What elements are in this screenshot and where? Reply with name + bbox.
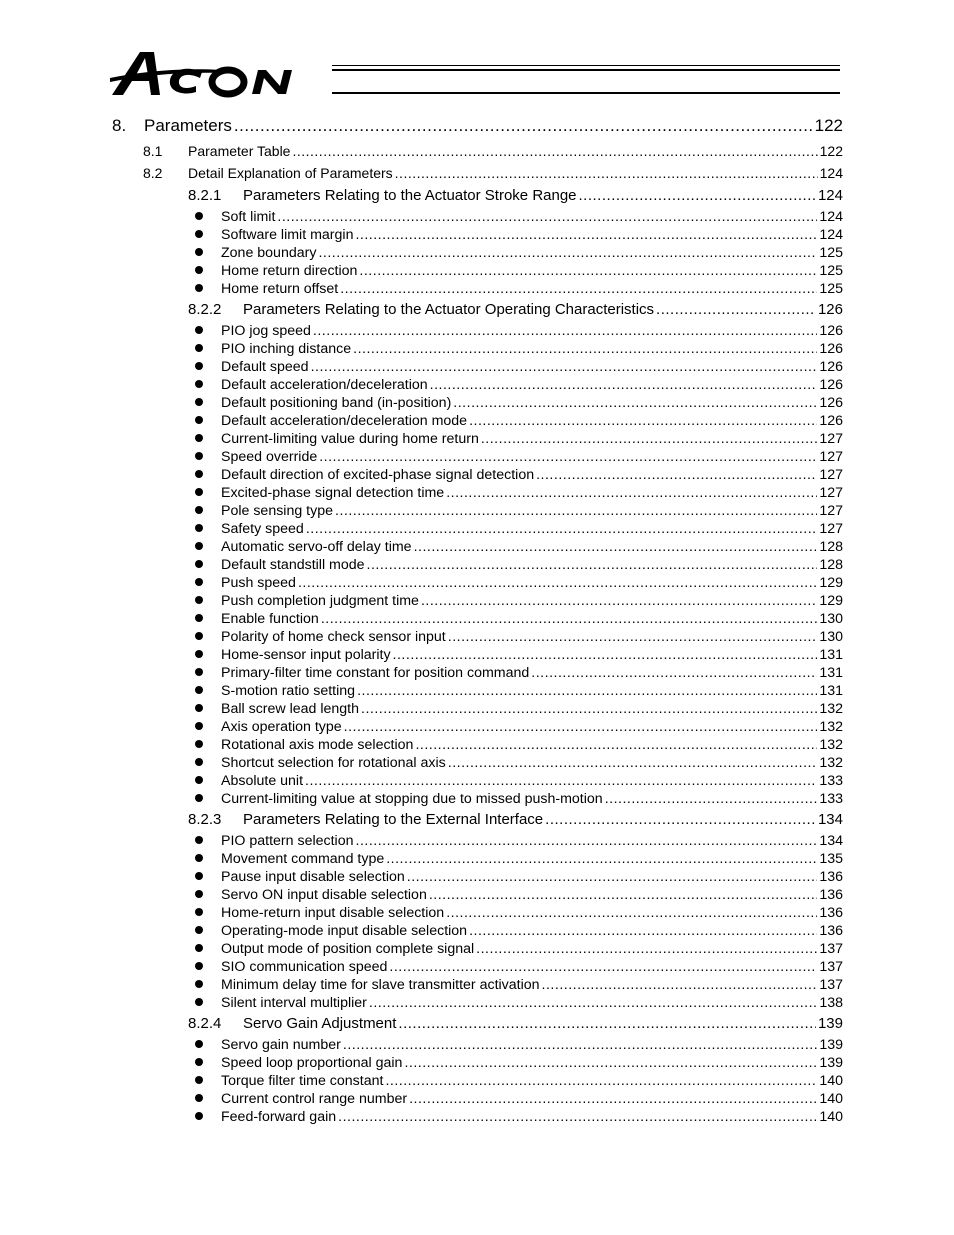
toc-entry-page: 139 (819, 1055, 843, 1071)
toc-entry-title: Push speed (221, 575, 296, 591)
dot-leader (421, 592, 817, 610)
toc-entry-number: 8.2 (143, 165, 163, 181)
toc-entry-title: Safety speed (221, 521, 304, 537)
toc-entry[interactable] (112, 808, 843, 832)
bullet-icon (195, 470, 203, 478)
toc-entry-title: Servo ON input disable selection (221, 887, 427, 903)
dot-leader (429, 886, 817, 904)
dot-leader (318, 244, 817, 262)
toc-entry-page: 127 (819, 467, 843, 483)
toc-entry-page: 139 (819, 1037, 843, 1053)
toc-entry-page: 133 (819, 773, 843, 789)
header-rule-thin (332, 65, 840, 66)
bullet-icon (195, 398, 203, 406)
toc-entry-page: 129 (819, 593, 843, 609)
toc-entry-page: 135 (819, 851, 843, 867)
bullet-icon (195, 740, 203, 748)
toc-entry-number: 8.1 (143, 143, 163, 159)
toc-entry-title: Parameters Relating to the Actuator Operating Characteristics (243, 301, 655, 318)
bullet-icon (195, 962, 203, 970)
bullet-icon (195, 284, 203, 292)
bullet-icon (195, 230, 203, 238)
toc-entry-page: 127 (819, 431, 843, 447)
toc-entry[interactable] (112, 1108, 843, 1126)
toc-entry[interactable] (112, 520, 843, 538)
toc-entry-page: 130 (819, 629, 843, 645)
toc-entry-title: PIO inching distance (221, 341, 352, 357)
toc-entry-page: 124 (817, 187, 843, 204)
toc-entry-title: Software limit margin (221, 227, 354, 243)
dot-leader (469, 412, 817, 430)
toc-entry-page: 126 (819, 323, 843, 339)
toc-entry[interactable] (112, 280, 843, 298)
toc-entry-title: Parameters Relating to the Actuator Stroke Range (243, 187, 577, 204)
toc-entry[interactable] (112, 298, 843, 322)
toc-entry-page: 125 (819, 281, 843, 297)
toc-entry-page: 130 (819, 611, 843, 627)
toc-entry-title: PIO pattern selection (221, 833, 354, 849)
bullet-icon (195, 596, 203, 604)
toc-entry-title: Home-return input disable selection (221, 905, 445, 921)
dot-leader (531, 664, 817, 682)
toc-entry[interactable] (112, 1036, 843, 1054)
dot-leader (407, 868, 818, 886)
toc-entry[interactable] (112, 922, 843, 940)
toc-entry-page: 132 (819, 755, 843, 771)
dot-leader (306, 520, 818, 538)
toc-entry[interactable] (112, 184, 843, 208)
bullet-icon (195, 686, 203, 694)
toc-entry[interactable] (112, 1090, 843, 1108)
toc-entry[interactable] (112, 886, 843, 904)
dot-leader (409, 1090, 817, 1108)
dot-leader (359, 262, 817, 280)
bullet-icon (195, 758, 203, 766)
dot-leader (343, 1036, 817, 1054)
toc-entry-number: 8.2.2 (188, 301, 222, 318)
toc-entry-page: 131 (819, 665, 843, 681)
dot-leader (277, 208, 817, 226)
bullet-icon (195, 650, 203, 658)
toc-entry-page: 140 (819, 1091, 843, 1107)
toc-entry-page: 137 (819, 941, 843, 957)
bullet-icon (195, 542, 203, 550)
toc-entry[interactable] (112, 610, 843, 628)
dot-leader (415, 736, 817, 754)
dot-leader (448, 628, 818, 646)
toc-entry-page: 137 (819, 959, 843, 975)
dot-leader (469, 922, 817, 940)
toc-entry-page: 124 (819, 227, 843, 243)
toc-entry[interactable] (112, 484, 843, 502)
dot-leader (386, 850, 817, 868)
toc-entry-title: Detail Explanation of Parameters (188, 165, 393, 181)
toc-entry-title: Current-limiting value during home return (221, 431, 479, 447)
toc-entry[interactable] (112, 376, 843, 394)
toc-entry[interactable] (112, 112, 843, 140)
dot-leader (393, 646, 818, 664)
dot-leader (234, 112, 813, 140)
dot-leader (448, 754, 818, 772)
toc-entry-title: Home return offset (221, 281, 339, 297)
toc-entry-page: 132 (819, 719, 843, 735)
dot-leader (335, 502, 817, 520)
toc-entry-title: Current-limiting value at stopping due to missed push-motion (221, 791, 603, 807)
toc-entry[interactable] (112, 940, 843, 958)
dot-leader (542, 976, 818, 994)
toc-entry-title: Default positioning band (in-position) (221, 395, 452, 411)
toc-entry-title: Soft limit (221, 209, 276, 225)
dot-leader (656, 298, 816, 322)
toc-entry-title: Feed-forward gain (221, 1109, 337, 1125)
toc-entry-title: Parameters Relating to the External Interface (243, 811, 544, 828)
dot-leader (446, 484, 817, 502)
toc-entry-page: 127 (819, 521, 843, 537)
toc-entry-title: Servo Gain Adjustment (243, 1015, 397, 1032)
toc-entry-title: Speed loop proportional gain (221, 1055, 403, 1071)
toc-entry-page: 137 (819, 977, 843, 993)
toc-entry-page: 125 (819, 245, 843, 261)
toc-entry-page: 128 (819, 539, 843, 555)
bullet-icon (195, 614, 203, 622)
bullet-icon (195, 344, 203, 352)
toc-entry[interactable] (112, 1072, 843, 1090)
toc-entry[interactable] (112, 736, 843, 754)
toc-entry-title: Silent interval multiplier (221, 995, 367, 1011)
bullet-icon (195, 578, 203, 586)
toc-entry-title: Parameter Table (188, 143, 291, 159)
toc-entry[interactable] (112, 958, 843, 976)
toc-entry-page: 126 (819, 395, 843, 411)
dot-leader (536, 466, 817, 484)
toc-entry[interactable] (112, 850, 843, 868)
toc-entry[interactable] (112, 700, 843, 718)
dot-leader (369, 994, 817, 1012)
dot-leader (353, 340, 817, 358)
header-rule-top (332, 69, 840, 71)
toc-entry-page: 139 (817, 1015, 843, 1032)
dot-leader (446, 904, 817, 922)
bullet-icon (195, 632, 203, 640)
dot-leader (367, 556, 818, 574)
toc-entry-page: 124 (819, 209, 843, 225)
toc-entry-title: Zone boundary (221, 245, 317, 261)
toc-entry[interactable] (112, 244, 843, 262)
toc-entry-title: Pole sensing type (221, 503, 333, 519)
bullet-icon (195, 1058, 203, 1066)
toc-entry-page: 125 (819, 263, 843, 279)
dot-leader (389, 958, 817, 976)
toc-entry[interactable] (112, 868, 843, 886)
bullet-icon (195, 266, 203, 274)
toc-entry-title: Primary-filter time constant for position command (221, 665, 530, 681)
toc-entry-title: Output mode of position complete signal (221, 941, 475, 957)
dot-leader (298, 574, 817, 592)
toc-entry-page: 122 (819, 143, 843, 159)
bullet-icon (195, 998, 203, 1006)
bullet-icon (195, 1040, 203, 1048)
bullet-icon (195, 434, 203, 442)
bullet-icon (195, 380, 203, 388)
dot-leader (579, 184, 816, 208)
toc-entry[interactable] (112, 574, 843, 592)
bullet-icon (195, 854, 203, 862)
toc-entry-page: 140 (819, 1109, 843, 1125)
toc-entry[interactable] (112, 976, 843, 994)
toc-entry[interactable] (112, 394, 843, 412)
toc-entry[interactable] (112, 448, 843, 466)
bullet-icon (195, 1094, 203, 1102)
dot-leader (313, 322, 817, 340)
bullet-icon (195, 488, 203, 496)
toc-entry-title: Minimum delay time for slave transmitter activation (221, 977, 540, 993)
toc-entry[interactable] (112, 322, 843, 340)
bullet-icon (195, 908, 203, 916)
toc-entry-page: 127 (819, 485, 843, 501)
dot-leader (545, 808, 816, 832)
dot-leader (361, 700, 817, 718)
toc-entry-title: Default speed (221, 359, 309, 375)
toc-entry-page: 132 (819, 737, 843, 753)
toc-entry[interactable] (112, 340, 843, 358)
dot-leader (481, 430, 817, 448)
dot-leader (338, 1108, 817, 1126)
toc-entry[interactable] (112, 592, 843, 610)
toc-entry[interactable] (112, 430, 843, 448)
toc-entry-page: 129 (819, 575, 843, 591)
toc-entry[interactable] (112, 1012, 843, 1036)
toc-entry[interactable] (112, 262, 843, 280)
bullet-icon (195, 212, 203, 220)
toc-entry-title: Speed override (221, 449, 318, 465)
bullet-icon (195, 704, 203, 712)
toc-entry-title: Polarity of home check sensor input (221, 629, 446, 645)
toc-entry-number: 8.2.4 (188, 1015, 222, 1032)
dot-leader (305, 772, 817, 790)
toc-entry-number: 8.2.3 (188, 811, 222, 828)
dot-leader (414, 538, 818, 556)
bullet-icon (195, 872, 203, 880)
toc-entry-title: Ball screw lead length (221, 701, 360, 717)
toc-entry-title: Torque filter time constant (221, 1073, 384, 1089)
toc-entry[interactable] (112, 538, 843, 556)
toc-entry-title: Default acceleration/deceleration (221, 377, 428, 393)
dot-leader (321, 610, 818, 628)
dot-leader (385, 1072, 817, 1090)
toc-entry[interactable] (112, 646, 843, 664)
toc-entry-title: Default standstill mode (221, 557, 365, 573)
dot-leader (344, 718, 818, 736)
toc-entry-title: Current control range number (221, 1091, 408, 1107)
bullet-icon (195, 1076, 203, 1084)
bullet-icon (195, 1112, 203, 1120)
toc-entry-page: 127 (819, 503, 843, 519)
toc-entry[interactable] (112, 162, 843, 184)
dot-leader (398, 1012, 816, 1036)
bullet-icon (195, 362, 203, 370)
toc-entry-page: 124 (819, 165, 843, 181)
toc-entry-title: Default acceleration/deceleration mode (221, 413, 468, 429)
toc-entry[interactable] (112, 412, 843, 430)
table-of-contents (112, 112, 843, 1126)
toc-entry-title: Home-sensor input polarity (221, 647, 391, 663)
toc-entry-title: Absolute unit (221, 773, 304, 789)
toc-entry-page: 134 (819, 833, 843, 849)
dot-leader (357, 682, 817, 700)
toc-entry-title: SIO communication speed (221, 959, 388, 975)
bullet-icon (195, 794, 203, 802)
toc-entry-page: 140 (819, 1073, 843, 1089)
toc-entry-number: 8.2.1 (188, 187, 222, 204)
toc-entry-title: Operating-mode input disable selection (221, 923, 468, 939)
toc-entry-page: 126 (817, 301, 843, 318)
bullet-icon (195, 776, 203, 784)
dot-leader (340, 280, 817, 298)
toc-entry[interactable] (112, 994, 843, 1012)
dot-leader (404, 1054, 817, 1072)
toc-entry[interactable] (112, 226, 843, 244)
dot-leader (430, 376, 818, 394)
bullet-icon (195, 416, 203, 424)
bullet-icon (195, 452, 203, 460)
toc-entry[interactable] (112, 790, 843, 808)
toc-entry-title: Enable function (221, 611, 319, 627)
dot-leader (355, 226, 817, 244)
acon-logo (110, 48, 332, 98)
toc-entry-page: 131 (819, 683, 843, 699)
toc-entry-page: 126 (819, 377, 843, 393)
toc-entry[interactable] (112, 682, 843, 700)
toc-entry-page: 136 (819, 923, 843, 939)
toc-entry[interactable] (112, 904, 843, 922)
toc-entry-title: Excited-phase signal detection time (221, 485, 445, 501)
toc-entry[interactable] (112, 718, 843, 736)
toc-entry[interactable] (112, 140, 843, 162)
toc-entry-title: Parameters (144, 116, 232, 135)
toc-entry-page: 133 (819, 791, 843, 807)
toc-entry-title: Axis operation type (221, 719, 342, 735)
toc-entry-page: 132 (819, 701, 843, 717)
bullet-icon (195, 722, 203, 730)
toc-entry-title: PIO jog speed (221, 323, 311, 339)
bullet-icon (195, 980, 203, 988)
bullet-icon (195, 926, 203, 934)
toc-entry-title: Push completion judgment time (221, 593, 419, 609)
toc-entry-title: Rotational axis mode selection (221, 737, 414, 753)
toc-entry-title: Shortcut selection for rotational axis (221, 755, 446, 771)
toc-entry[interactable] (112, 772, 843, 790)
toc-entry[interactable] (112, 1054, 843, 1072)
bullet-icon (195, 944, 203, 952)
toc-entry-title: Pause input disable selection (221, 869, 405, 885)
bullet-icon (195, 248, 203, 256)
toc-entry-page: 138 (819, 995, 843, 1011)
toc-entry[interactable] (112, 208, 843, 226)
toc-entry-page: 134 (817, 811, 843, 828)
toc-entry[interactable] (112, 466, 843, 484)
dot-leader (476, 940, 817, 958)
dot-leader (311, 358, 818, 376)
toc-entry-page: 136 (819, 905, 843, 921)
page-header (110, 48, 840, 100)
toc-entry-title: Automatic servo-off delay time (221, 539, 412, 555)
toc-entry-number: 8. (112, 116, 127, 135)
toc-entry-page: 136 (819, 869, 843, 885)
bullet-icon (195, 560, 203, 568)
toc-entry-title: Default direction of excited-phase signal detection (221, 467, 535, 483)
bullet-icon (195, 668, 203, 676)
dot-leader (356, 832, 818, 850)
toc-entry-title: S-motion ratio setting (221, 683, 356, 699)
toc-entry-page: 127 (819, 449, 843, 465)
bullet-icon (195, 890, 203, 898)
toc-entry-page: 131 (819, 647, 843, 663)
toc-entry[interactable] (112, 664, 843, 682)
toc-entry-page: 122 (814, 116, 843, 135)
dot-leader (605, 790, 818, 808)
toc-entry-page: 128 (819, 557, 843, 573)
toc-entry[interactable] (112, 628, 843, 646)
toc-entry[interactable] (112, 754, 843, 772)
toc-entry-page: 126 (819, 341, 843, 357)
dot-leader (453, 394, 817, 412)
toc-entry[interactable] (112, 832, 843, 850)
bullet-icon (195, 836, 203, 844)
toc-entry-title: Movement command type (221, 851, 385, 867)
bullet-icon (195, 524, 203, 532)
toc-entry[interactable] (112, 358, 843, 376)
toc-entry-title: Servo gain number (221, 1037, 341, 1053)
toc-entry[interactable] (112, 502, 843, 520)
dot-leader (395, 162, 818, 184)
bullet-icon (195, 506, 203, 514)
toc-entry-page: 136 (819, 887, 843, 903)
toc-entry-page: 126 (819, 413, 843, 429)
bullet-icon (195, 326, 203, 334)
toc-entry-title: Home return direction (221, 263, 358, 279)
header-rule-bottom (332, 92, 840, 94)
toc-entry[interactable] (112, 556, 843, 574)
toc-entry-page: 126 (819, 359, 843, 375)
dot-leader (319, 448, 817, 466)
dot-leader (292, 140, 817, 162)
